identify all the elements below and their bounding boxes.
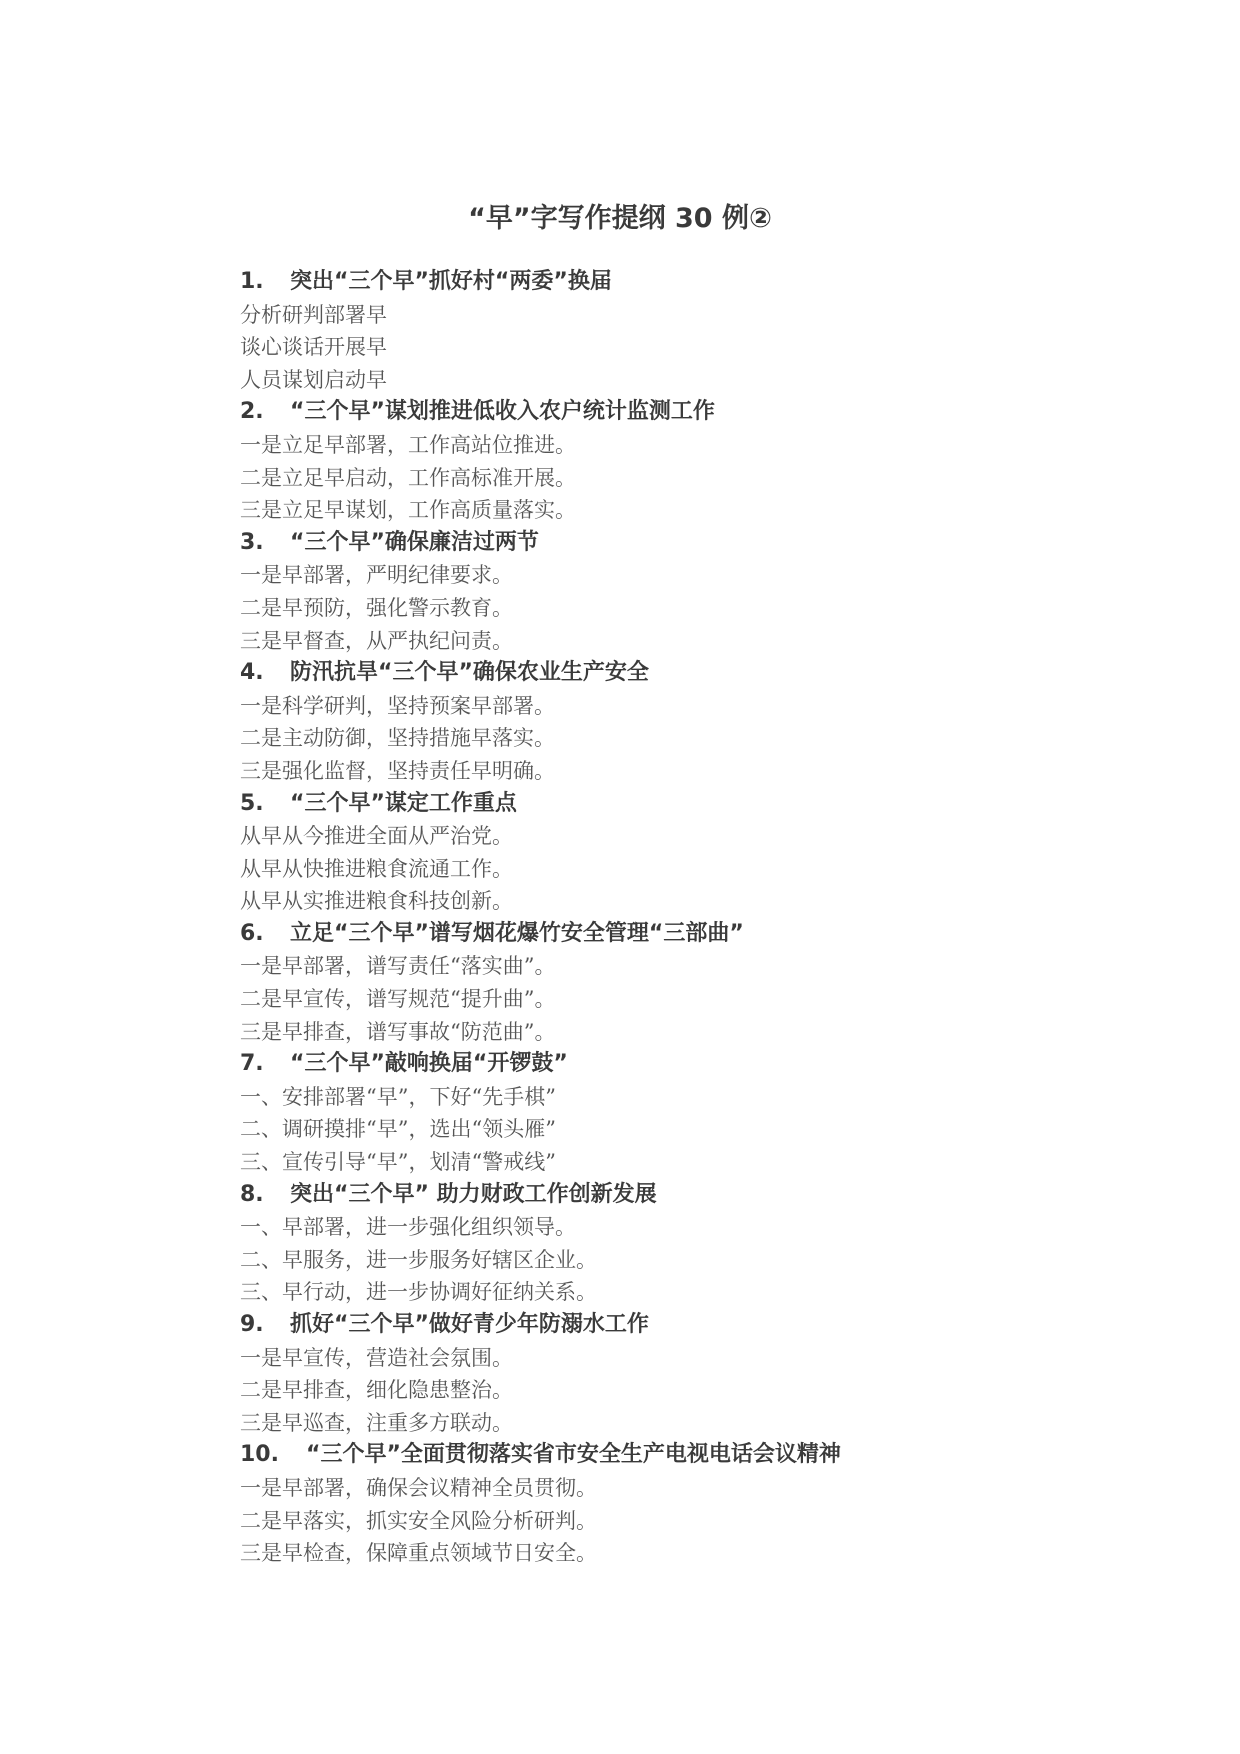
section-heading <box>240 657 1040 690</box>
section-number: 4. <box>240 660 264 686</box>
outline-section <box>240 1309 1040 1439</box>
outline-point: 三、宣传引导“早”，划清“警戒线” <box>240 1150 556 1175</box>
outline-point: 一是早部署，确保会议精神全员贯彻。 <box>240 1475 597 1500</box>
outline-point: 从早从快推进粮食流通工作。 <box>240 856 513 881</box>
outline-point: 一是科学研判，坚持预案早部署。 <box>240 693 555 718</box>
outline-point: 一是早宣传，营造社会氛围。 <box>240 1345 513 1370</box>
section-heading <box>240 1309 1040 1342</box>
outline-point: 二是早预防，强化警示教育。 <box>240 595 513 620</box>
outline-section <box>240 1179 1040 1309</box>
outline-point: 三、早行动，进一步协调好征纳关系。 <box>240 1280 597 1305</box>
outline-point: 一、安排部署“早”，下好“先手棋” <box>240 1084 556 1109</box>
section-heading-text: “三个早”谋划推进低收入农户统计监测工作 <box>290 399 715 425</box>
outline-section <box>240 918 1040 1048</box>
section-heading-text: 突出“三个早”抓好村“两委”换届 <box>290 269 612 294</box>
section-heading-text: 立足“三个早”谱写烟花爆竹安全管理“三部曲” <box>290 920 744 946</box>
section-number: 9. <box>240 1312 264 1337</box>
outline-point: 二是早落实，抓实安全风险分析研判。 <box>240 1508 597 1533</box>
section-number: 10. <box>240 1442 279 1468</box>
outline-point: 三是强化监督，坚持责任早明确。 <box>240 758 555 783</box>
section-heading <box>240 1439 1040 1472</box>
outline-point: 二是早宣传，谱写规范“提升曲”。 <box>240 987 556 1012</box>
outline-point: 二、早服务，进一步服务好辖区企业。 <box>240 1247 597 1272</box>
section-heading <box>240 266 1040 299</box>
section-number: 2. <box>240 399 264 425</box>
outline-section <box>240 396 1040 526</box>
section-number: 6. <box>240 920 264 946</box>
outline-point: 一、早部署，进一步强化组织领导。 <box>240 1215 576 1240</box>
section-number: 5. <box>240 790 264 816</box>
outline-point: 二是早排查，细化隐患整治。 <box>240 1378 513 1403</box>
outline-point: 二是主动防御，坚持措施早落实。 <box>240 726 555 751</box>
section-heading-text: “三个早”敲响换届“开锣鼓” <box>290 1051 568 1077</box>
section-number: 1. <box>240 269 264 294</box>
outline-point: 二、调研摸排“早”，选出“领头雁” <box>240 1117 556 1142</box>
outline-point: 三是早排查，谱写事故“防范曲”。 <box>240 1019 556 1044</box>
section-heading <box>240 396 1040 429</box>
section-number: 7. <box>240 1051 264 1077</box>
outline-point: 从早从实推进粮食科技创新。 <box>240 889 513 914</box>
outline-point: 三是早检查，保障重点领域节日安全。 <box>240 1541 597 1566</box>
outline-section <box>240 266 1040 396</box>
outline-point: 三是早督查，从严执纪问责。 <box>240 628 513 653</box>
outline-point: 分析研判部署早 <box>240 302 387 327</box>
outline-point: 三是早巡查，注重多方联动。 <box>240 1410 513 1435</box>
outline-point: 三是立足早谋划，工作高质量落实。 <box>240 498 576 523</box>
section-heading <box>240 788 1040 821</box>
section-heading <box>240 1179 1040 1212</box>
outline-point: 谈心谈话开展早 <box>240 335 387 360</box>
outline-point: 一是早部署，严明纪律要求。 <box>240 563 513 588</box>
section-heading <box>240 1048 1040 1081</box>
outline-point: 一是早部署，谱写责任“落实曲”。 <box>240 954 556 979</box>
outline-section <box>240 788 1040 918</box>
section-heading-text: 抓好“三个早”做好青少年防溺水工作 <box>290 1312 649 1337</box>
outline-section <box>240 1048 1040 1178</box>
outline-section <box>240 1439 1040 1569</box>
outline-point: 从早从今推进全面从严治党。 <box>240 824 513 849</box>
section-number: 3. <box>240 529 264 555</box>
outline-point: 人员谋划启动早 <box>240 367 387 392</box>
outline-point: 二是立足早启动，工作高标准开展。 <box>240 465 576 490</box>
section-heading-text: 突出“三个早” 助力财政工作创新发展 <box>290 1181 657 1207</box>
document-body <box>240 266 1040 1570</box>
section-heading-text: 防汛抗旱“三个早”确保农业生产安全 <box>290 660 649 686</box>
outline-point: 一是立足早部署，工作高站位推进。 <box>240 432 576 457</box>
section-heading <box>240 527 1040 560</box>
section-heading-text: “三个早”谋定工作重点 <box>290 790 517 816</box>
outline-section <box>240 527 1040 657</box>
document-title: “早”字写作提纲 30 例② <box>468 203 772 234</box>
section-number: 8. <box>240 1181 264 1207</box>
section-heading <box>240 918 1040 951</box>
section-heading-text: “三个早”全面贯彻落实省市安全生产电视电话会议精神 <box>306 1442 841 1468</box>
outline-section <box>240 657 1040 787</box>
section-heading-text: “三个早”确保廉洁过两节 <box>290 529 539 555</box>
